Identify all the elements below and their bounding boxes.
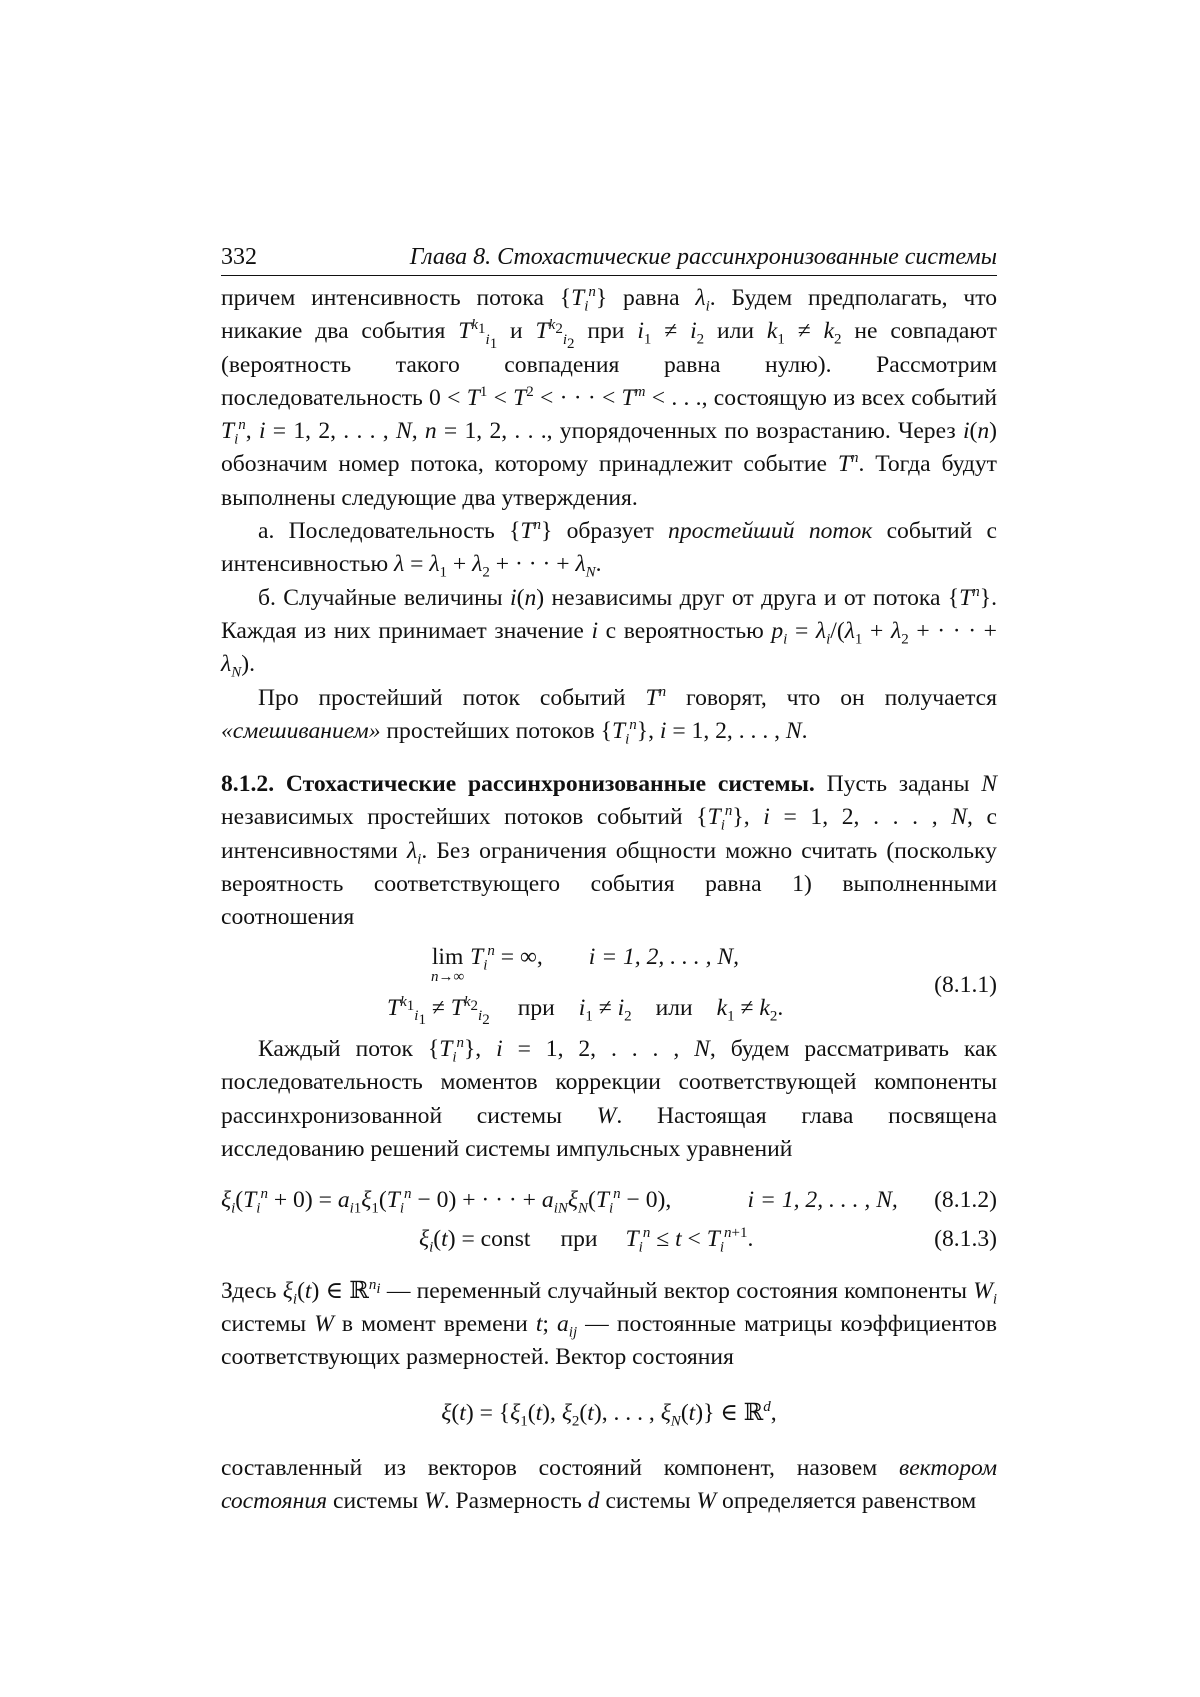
paragraph-statement-b: б. Случайные величины i(n) независимы друг от друга и от потока {Tn}. Каждая из них принимает значение i с вероятностью pi = λi/(λ1 + λ2 + · · · + λN). — [221, 582, 997, 682]
page-number: 332 — [221, 244, 257, 271]
paragraph-state-vector: Здесь ξi(t) ∈ ℝni — переменный случайный вектор состояния компоненты Wi системы W в момент времени t; aij — постоянные матрицы коэффициентов соответствующих размерностей. Вектор состояния — [221, 1275, 997, 1375]
paragraph-mixing: Про простейший поток событий Tn говорят, что он получается «смешиванием» простейших потоков {Tin}, i = 1, 2, . . . , N. — [221, 682, 997, 749]
body-text — [221, 282, 997, 1519]
equation-number: (8.1.2) — [934, 1184, 997, 1217]
equation-8-1-1: lim n→∞ Tin = ∞, i = 1, 2, . . . , N, Tk1i1 ≠ Tk2i2 при i1 ≠ i2 или k1 ≠ k2. (8.1.1) — [221, 941, 997, 1025]
section-heading: 8.1.2. Стохастические рассинхронизованные системы. — [221, 771, 815, 797]
paragraph-statement-a: а. Последовательность {Tn} образует простейший поток событий с интенсивностью λ = λ1 + λ2 + · · · + λN. — [221, 515, 997, 582]
page — [221, 244, 997, 1519]
state-vector-formula: ξ(t) = {ξ1(t), ξ2(t), . . . , ξN(t)} ∈ ℝd, — [221, 1397, 997, 1430]
equation-8-1-3: ξi(t) = const при Tin ≤ t < Tin+1. (8.1.3) — [221, 1223, 997, 1256]
section-8-1-2: 8.1.2. Стохастические рассинхронизованные системы. Пусть заданы N независимых простейших потоков событий {Tin}, i = 1, 2, . . . , N, с интенсивностями λi. Без ограничения общности можно считать (поскольку вероятность соответствующего события равна 1) выполненными соотношения — [221, 768, 997, 934]
running-header — [221, 244, 997, 276]
equation-8-1-2: ξi(Tin + 0) = ai1ξ1(Tin − 0) + · · · + aiNξN(Tin − 0), i = 1, 2, . . . , N, (8.1.2) — [221, 1184, 997, 1217]
chapter-title: Глава 8. Стохастические рассинхронизованные системы — [410, 244, 997, 271]
equation-number: (8.1.3) — [934, 1223, 997, 1256]
paragraph-dimension: составленный из векторов состояний компонент, назовем вектором состояния системы W. Размерность d системы W определяется равенством — [221, 1452, 997, 1519]
paragraph-impulse: Каждый поток {Tin}, i = 1, 2, . . . , N, будем рассматривать как последовательность моментов коррекции соответствующей компоненты рассинхронизованной системы W. Настоящая глава посвящена исследованию решений системы импульсных уравнений — [221, 1033, 997, 1166]
paragraph-streams: причем интенсивность потока {Tin} равна λi. Будем предполагать, что никакие два события Tk1i1 и Tk2i2 при i1 ≠ i2 или k1 ≠ k2 не совпадают (вероятность такого совпадения равна нулю). Рассмотрим последовательность 0 < T1 < T2 < · · · < Tm < . . ., состоящую из всех событий Tin, i = 1, 2, . . . , N, n = 1, 2, . . ., упорядоченных по возрастанию. Через i(n) обозначим номер потока, которому принадлежит событие Tn. Тогда будут выполнены следующие два утверждения. — [221, 282, 997, 515]
equation-number: (8.1.1) — [934, 969, 997, 1002]
